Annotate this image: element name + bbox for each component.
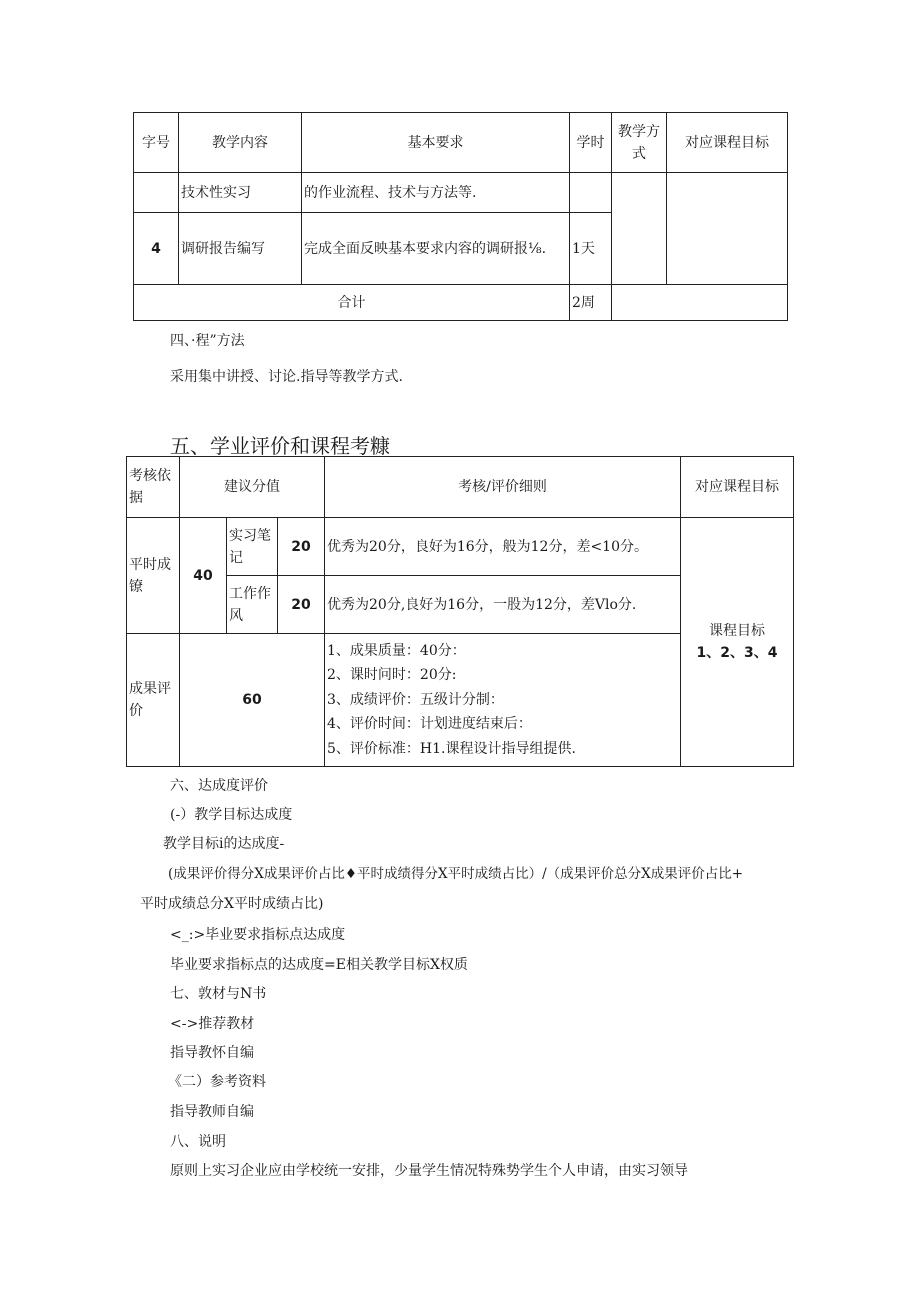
section7-2-text: 指导教师自编 xyxy=(170,1104,254,1120)
result-rule-3: 3、成绩评价：五级计分制： xyxy=(327,691,504,708)
teaching-content-table xyxy=(133,112,788,321)
section7-1: <->推荐教材 xyxy=(170,1016,255,1032)
section6-2: <_:>毕业要求指标点达成度 xyxy=(170,927,346,943)
total-label: 合计 xyxy=(134,285,570,321)
goal-line1: 课程目标 xyxy=(709,623,765,639)
result-rule-1: 1、成果质量：40分： xyxy=(327,642,466,659)
section7-1-text: 指导教怀自编 xyxy=(170,1045,254,1061)
header-requirement: 基本要求 xyxy=(302,113,570,173)
total-empty xyxy=(612,285,788,321)
goal-summary xyxy=(681,518,794,767)
section6-title: 六、达成度评价 xyxy=(170,778,268,794)
usual-total: 40 xyxy=(180,518,227,634)
header-goal: 对应课程目标 xyxy=(667,113,788,173)
section6-2-text: 毕业要求指标点的达成度=E相关教学目标X权质 xyxy=(170,957,468,973)
goal-line2: 1、2、3、4 xyxy=(696,645,778,661)
header-method: 教学方式 xyxy=(612,113,667,173)
result-rules xyxy=(325,634,681,767)
usual-label: 平时成镣 xyxy=(127,518,180,634)
item2-rule: 优秀为20分,良好为16分，一股为12分，差Vlo分. xyxy=(325,576,681,634)
section5-title: 五、学业评价和课程考糠 xyxy=(170,434,390,458)
header-basis: 考核依据 xyxy=(127,457,180,518)
section4-title: 四、·程”方法 xyxy=(170,333,245,349)
item1-name: 实习笔记 xyxy=(227,518,278,576)
row-a-no xyxy=(134,173,179,213)
result-rule-5: 5、评价标准：H1.课程设计指导组提供. xyxy=(327,740,576,757)
result-label: 成果评价 xyxy=(127,634,180,767)
header-content: 教学内容 xyxy=(179,113,302,173)
item2-name: 工作作风 xyxy=(227,576,278,634)
header-hours: 学时 xyxy=(570,113,612,173)
header-no: 字号 xyxy=(134,113,179,173)
formula-line-a: (成果评价得分X成果评价占比♦平时成绩得分X平时成绩占比）/（成果评价总分X成果评价占比+ xyxy=(168,866,744,882)
total-hours: 2周 xyxy=(570,285,612,321)
row-b-content: 调研报告编写 xyxy=(179,213,302,285)
item2-score: 20 xyxy=(278,576,325,634)
formula-title: 教学目标i的达成度- xyxy=(163,836,285,852)
header-rules: 考核/评价细则 xyxy=(325,457,681,518)
row-b-no: 4 xyxy=(134,213,179,285)
result-rule-4: 4、评价时间：计划进度结束后： xyxy=(327,716,532,733)
section8-text: 原则上实习企业应由学校统一安排，少量学生情况特殊势学生个人申请，由实习领导 xyxy=(170,1163,688,1179)
item1-score: 20 xyxy=(278,518,325,576)
section4-text: 采用集中讲授、讨论.指导等教学方式. xyxy=(170,369,403,385)
method-cell xyxy=(612,173,667,285)
assessment-table xyxy=(126,456,794,767)
header-goal2: 对应课程目标 xyxy=(681,457,794,518)
result-score: 60 xyxy=(180,634,325,767)
section6-1: (-）教学目标达成度 xyxy=(170,807,293,823)
goal-cell xyxy=(667,173,788,285)
row-b-requirement: 完成全面反映基本要求内容的调研报⅛. xyxy=(302,213,570,285)
section7-title: 七、敦材与N书 xyxy=(170,986,267,1002)
row-b-hours: 1天 xyxy=(570,213,612,285)
header-score: 建议分值 xyxy=(180,457,325,518)
section7-2: 《二）参考资料 xyxy=(168,1074,266,1090)
section8-title: 八、说明 xyxy=(170,1134,226,1150)
row-a-requirement: 的作业流程、技术与方法等. xyxy=(302,173,570,213)
row-a-hours xyxy=(570,173,612,213)
formula-line-b: 平时成绩总分X平时成绩占比) xyxy=(140,896,324,912)
result-rule-2: 2、课时问时：20分: xyxy=(327,667,457,684)
row-a-content: 技术性实习 xyxy=(179,173,302,213)
item1-rule: 优秀为20分，良好为16分，般为12分，差<10分。 xyxy=(325,518,681,576)
